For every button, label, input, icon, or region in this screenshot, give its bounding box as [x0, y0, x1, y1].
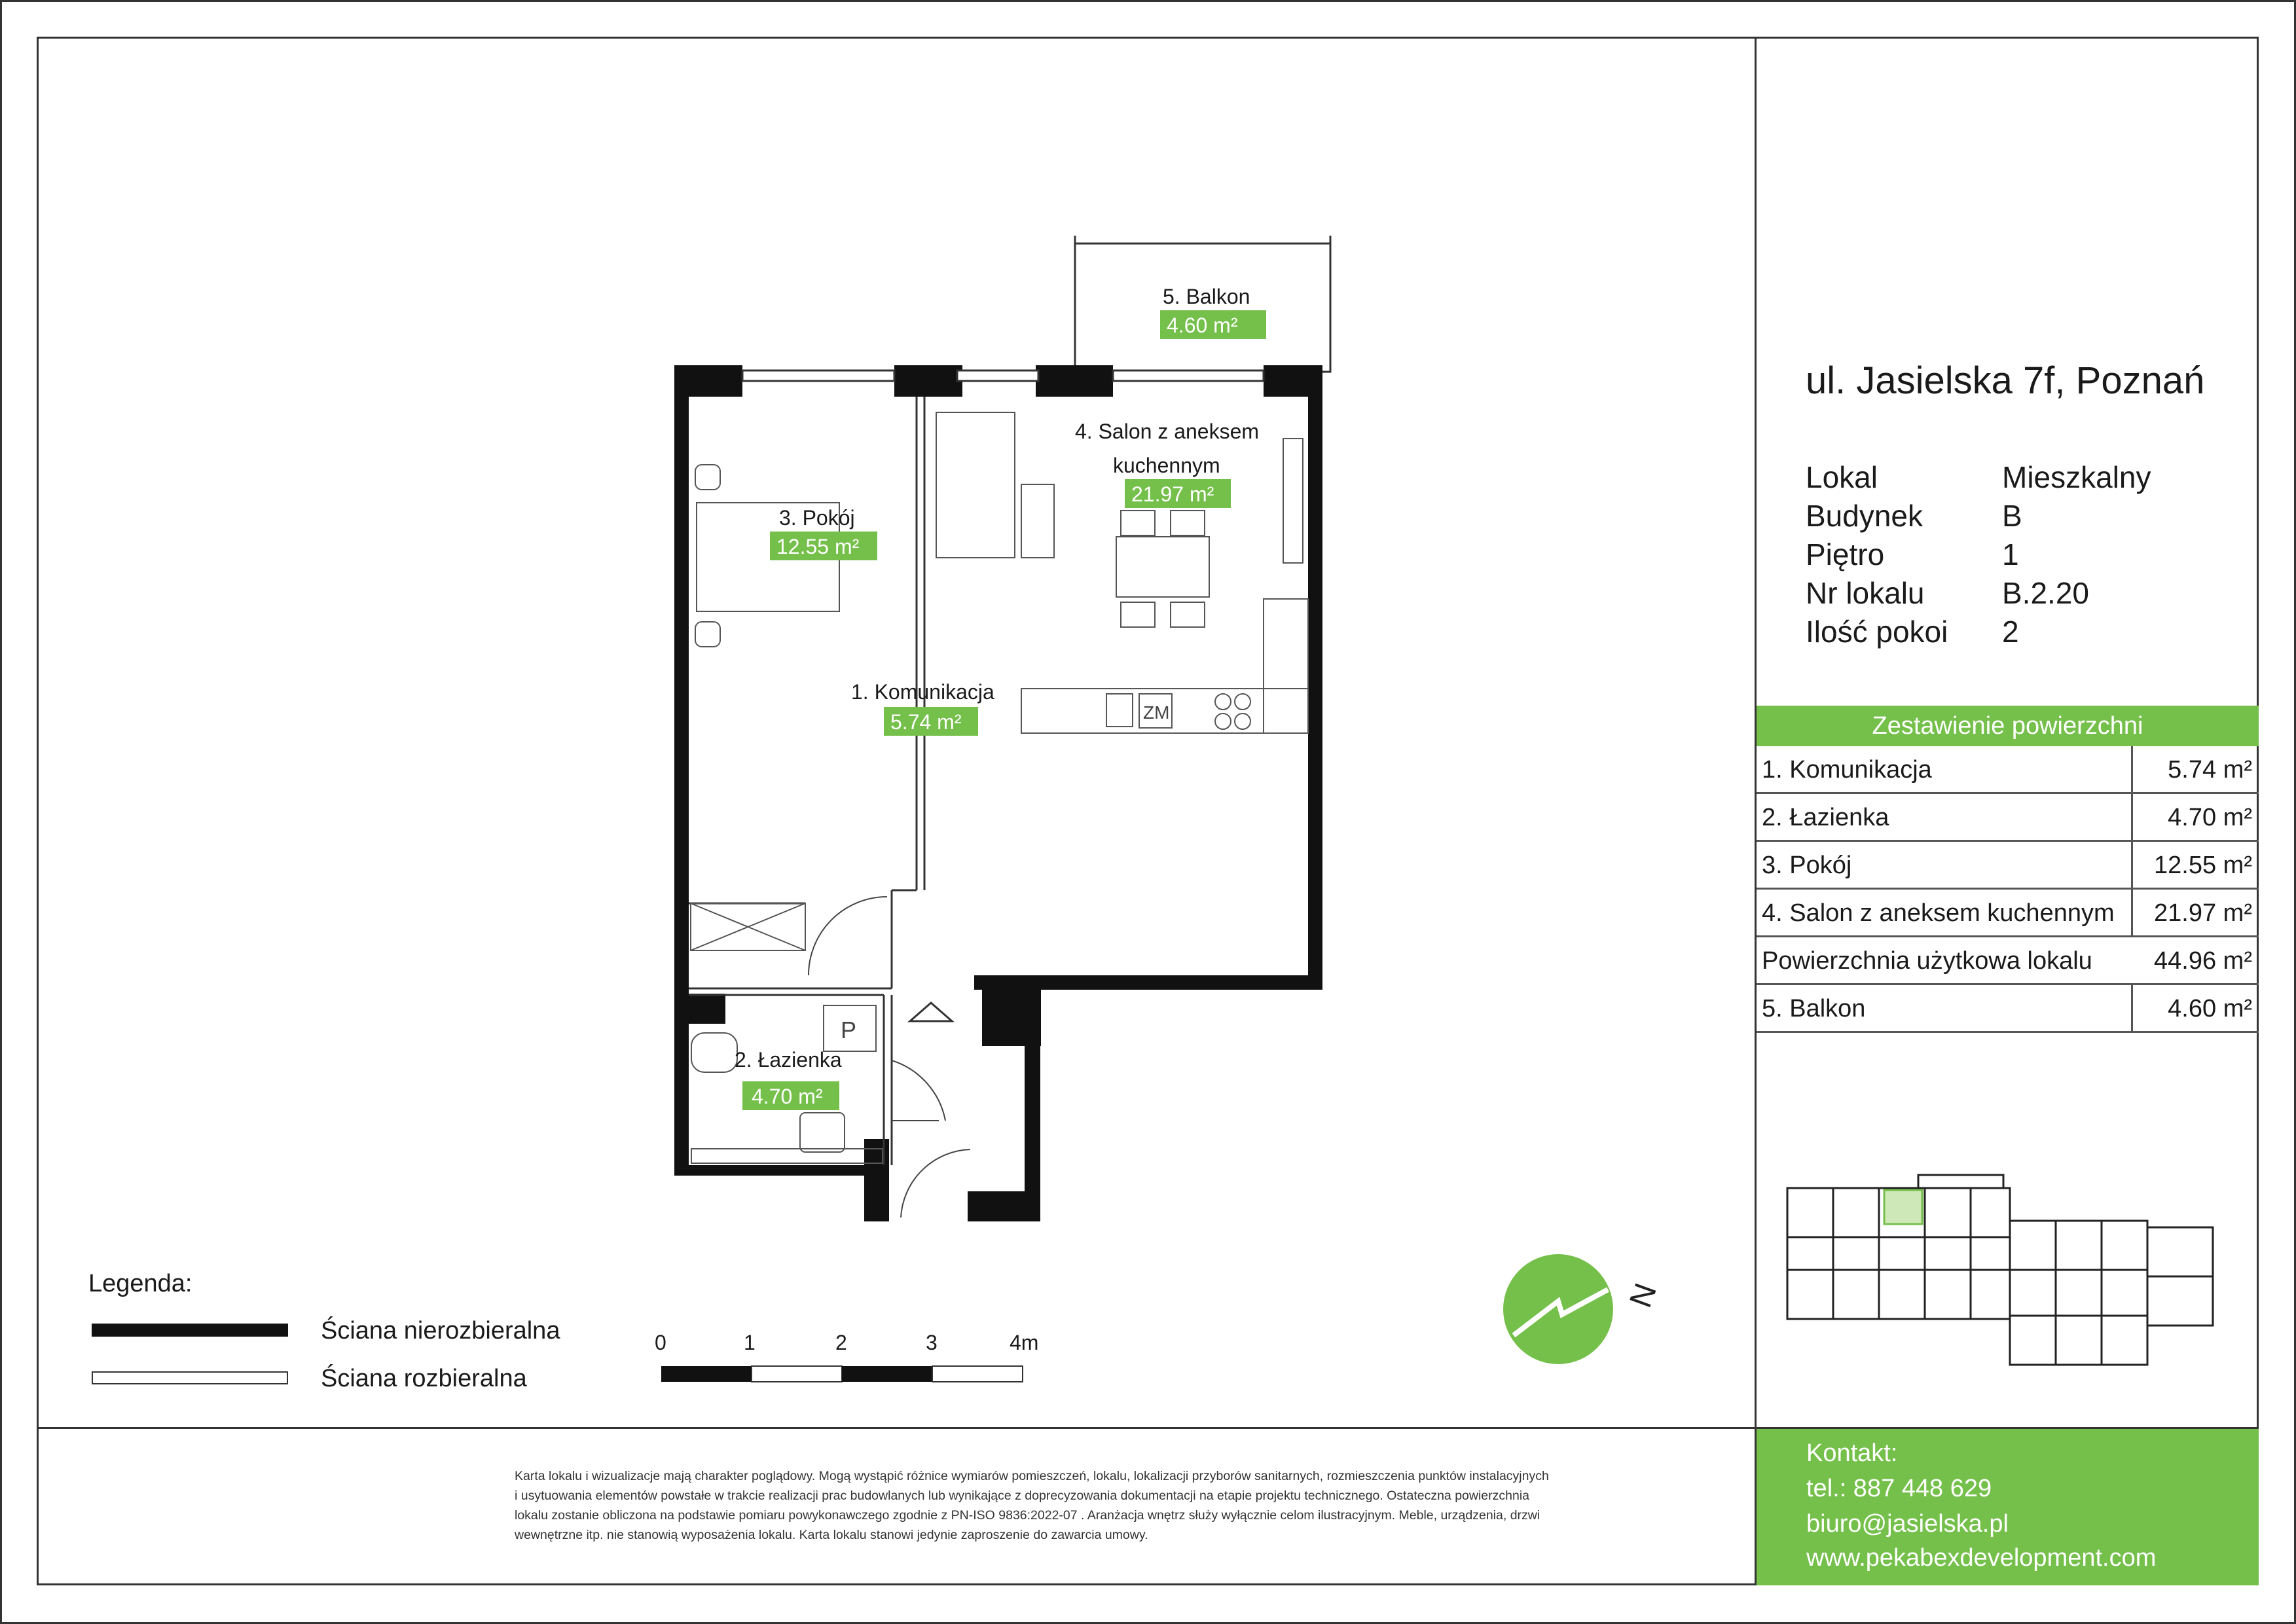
- row-value: 4.70 m²: [2168, 804, 2252, 831]
- scale-tick: 4m: [1010, 1331, 1039, 1354]
- address: ul. Jasielska 7f, Poznań: [1806, 359, 2205, 402]
- info-row: [1806, 535, 2151, 574]
- row-name: 2. Łazienka: [1757, 794, 2133, 840]
- row-value: 5.74 m²: [2168, 756, 2252, 784]
- area-summary-table: [1757, 706, 2259, 1033]
- disclaimer-line: i usytuowania elementów powstałe w trakcie realizacji prac budowlanych lub wynikające z doprecyzowania dokumentacji na etapie projektu technicznego. Ostateczna powierzchnia: [515, 1489, 1530, 1503]
- entrance-arrow: [910, 1003, 952, 1021]
- sink: [1106, 694, 1133, 727]
- info-value: Mieszkalny: [2002, 460, 2151, 494]
- scale-tick: 3: [926, 1331, 938, 1354]
- row-name: 1. Komunikacja: [1757, 746, 2133, 792]
- room-label-salon-2: kuchennym: [1113, 454, 1220, 477]
- contact-website[interactable]: www.pekabexdevelopment.com: [1806, 1544, 2157, 1572]
- nightstand: [695, 622, 720, 647]
- info-value: B: [2002, 499, 2022, 533]
- contact-phone[interactable]: tel.: 887 448 629: [1806, 1475, 1992, 1502]
- legend-partition-wall-swatch: [92, 1371, 288, 1384]
- legend-partition-wall-label: Ściana rozbieralna: [321, 1365, 527, 1392]
- chair: [1121, 511, 1155, 535]
- info-key: Ilość pokoi: [1806, 615, 1948, 649]
- row-value: 21.97 m²: [2154, 899, 2252, 927]
- scale-bar: [660, 1365, 1027, 1384]
- row-value: 4.60 m²: [2168, 995, 2252, 1022]
- chair: [1121, 602, 1155, 627]
- info-row: [1806, 458, 2151, 497]
- floor-plan: [655, 236, 1349, 1108]
- cooktop: [1215, 694, 1250, 729]
- table-row: [1757, 890, 2259, 937]
- info-value: B.2.20: [2002, 576, 2089, 610]
- info-row: [1806, 613, 2151, 651]
- legend-structural-wall-label: Ściana nierozbieralna: [321, 1317, 560, 1344]
- room-label-lazienka: 2. Łazienka: [735, 1048, 842, 1072]
- windows: [742, 370, 1264, 381]
- contact-email[interactable]: biuro@jasielska.pl: [1806, 1510, 2009, 1538]
- row-name: 3. Pokój: [1757, 842, 2133, 888]
- area-balkon: 4.60 m²: [1167, 314, 1238, 337]
- room-label-pokoj: 3. Pokój: [779, 506, 855, 530]
- legend-title: Legenda:: [88, 1270, 192, 1297]
- info-value: 1: [2002, 537, 2019, 571]
- table-row-total: [1757, 937, 2259, 985]
- north-label: N: [1623, 1278, 1664, 1312]
- row-name: 5. Balkon: [1757, 985, 2133, 1031]
- p-label: P: [841, 1017, 857, 1043]
- table-row: [1757, 985, 2259, 1033]
- tv-unit: [1283, 439, 1303, 563]
- contact-title: Kontakt:: [1806, 1439, 1898, 1467]
- disclaimer-line: wewnętrzne itp. nie stanowią wyposażenia lokalu. Karta lokalu stanowi jedynie zaproszenie do zawarcia umowy.: [515, 1528, 1148, 1542]
- row-name: 4. Salon z aneksem kuchennym: [1757, 890, 2133, 935]
- info-key: Lokal: [1806, 460, 1878, 494]
- row-value: 44.96 m²: [2154, 947, 2252, 975]
- room-label-salon-1: 4. Salon z aneksem: [1075, 420, 1260, 443]
- disclaimer: [515, 1466, 1732, 1545]
- disclaimer-line: lokalu zostanie obliczona na podstawie pomiaru powykonawczego zgodnie z PN-ISO 9836:2022-07 . Aranżacja wnętrz służy wyłącznie celom ilustracyjnym. Meble, urządzenia, drzwi: [515, 1508, 1540, 1523]
- contact-panel: [1757, 1429, 2259, 1585]
- room-label-komunikacja: 1. Komunikacja: [851, 680, 994, 704]
- compass-icon: [1499, 1244, 1669, 1375]
- table-row: [1757, 746, 2259, 794]
- info-key: Nr lokalu: [1806, 576, 1925, 610]
- scale-tick: 0: [655, 1331, 666, 1354]
- kitchen-tall-unit: [1264, 599, 1308, 733]
- info-key: Budynek: [1806, 499, 1923, 533]
- disclaimer-line: Karta lokalu i wizualizacje mają charakter poglądowy. Mogą wystąpić różnice wymiarów pomieszczeń, lokalu, lokalizacji przyborów sanitarnych, rozmieszczenia punktów instalacyjnych: [515, 1469, 1549, 1483]
- row-value: 12.55 m²: [2154, 852, 2252, 879]
- coffee-table: [1021, 484, 1054, 558]
- dining-table: [1116, 537, 1209, 597]
- row-name: Powierzchnia użytkowa lokalu: [1762, 947, 2092, 975]
- area-pokoj: 12.55 m²: [776, 535, 860, 558]
- nightstand: [695, 465, 720, 490]
- info-row: [1806, 497, 2151, 535]
- table-row: [1757, 842, 2259, 890]
- scale-tick: 2: [835, 1331, 847, 1354]
- area-komunikacja: 5.74 m²: [890, 710, 962, 734]
- room-label-balkon: 5. Balkon: [1163, 285, 1250, 308]
- building-key-plan: [1768, 1165, 2239, 1388]
- chair: [1171, 602, 1205, 627]
- chair: [1171, 511, 1205, 535]
- sofa: [936, 412, 1015, 558]
- info-value: 2: [2002, 615, 2019, 649]
- scale-tick: 1: [744, 1331, 756, 1354]
- legend-structural-wall-swatch: [92, 1324, 288, 1337]
- table-row: [1757, 794, 2259, 842]
- area-lazienka: 4.70 m²: [752, 1085, 823, 1108]
- highlighted-unit: [1884, 1190, 1922, 1224]
- table-header: Zestawienie powierzchni: [1757, 706, 2259, 746]
- unit-info: [1806, 458, 2151, 651]
- area-salon: 21.97 m²: [1131, 482, 1214, 506]
- zm-label: ZM: [1143, 702, 1170, 723]
- info-key: Piętro: [1806, 537, 1885, 571]
- info-row: [1806, 574, 2151, 613]
